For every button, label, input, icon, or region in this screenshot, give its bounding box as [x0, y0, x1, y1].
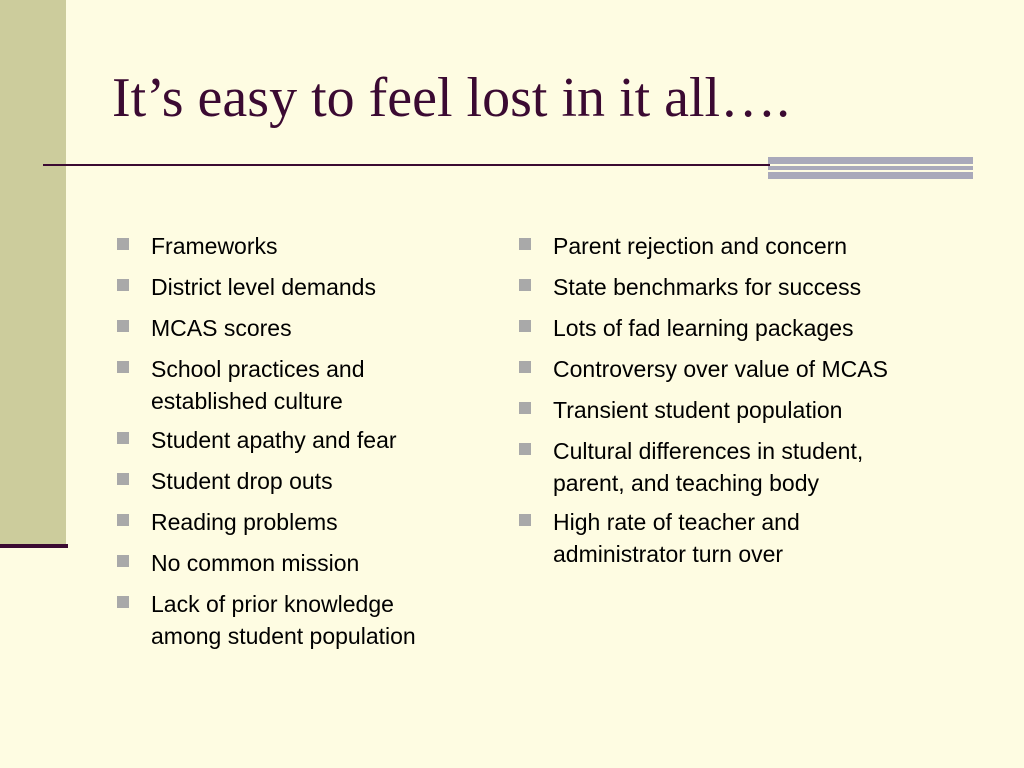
item-text-continued: among student population: [151, 623, 416, 649]
square-bullet-icon: [519, 514, 531, 526]
side-band: [0, 0, 66, 545]
square-bullet-icon: [117, 473, 129, 485]
square-bullet-icon: [519, 443, 531, 455]
square-bullet-icon: [117, 514, 129, 526]
list-item: [516, 352, 986, 386]
item-text: No common mission: [151, 550, 360, 576]
right-bullet-list: [516, 229, 986, 576]
item-text: High rate of teacher and: [553, 509, 800, 535]
square-bullet-icon: [117, 279, 129, 291]
square-bullet-icon: [117, 432, 129, 444]
list-item: [114, 229, 494, 263]
item-text: Controversy over value of MCAS: [553, 356, 888, 382]
square-bullet-icon: [519, 238, 531, 250]
accent-bar: [768, 157, 973, 164]
list-item: [114, 311, 494, 345]
square-bullet-icon: [117, 238, 129, 250]
slide-title: It’s easy to feel lost in it all….: [112, 67, 791, 129]
list-item: [114, 587, 494, 651]
item-text-continued: established culture: [151, 388, 343, 414]
item-text: State benchmarks for success: [553, 274, 862, 300]
item-text: Frameworks: [151, 233, 278, 259]
square-bullet-icon: [117, 320, 129, 332]
square-bullet-icon: [117, 555, 129, 567]
item-text: Lots of fad learning packages: [553, 315, 854, 341]
item-text: District level demands: [151, 274, 376, 300]
item-text: School practices and: [151, 356, 365, 382]
list-item: [516, 311, 986, 345]
square-bullet-icon: [519, 402, 531, 414]
square-bullet-icon: [519, 279, 531, 291]
list-item: [114, 270, 494, 304]
item-text: Cultural differences in student,: [553, 438, 864, 464]
item-text: Transient student population: [553, 397, 843, 423]
list-item: [114, 546, 494, 580]
square-bullet-icon: [519, 361, 531, 373]
item-text: Parent rejection and concern: [553, 233, 848, 259]
square-bullet-icon: [117, 596, 129, 608]
list-item: [516, 505, 986, 569]
list-item: [114, 423, 494, 457]
item-text: Student apathy and fear: [151, 427, 397, 453]
title-rule: [43, 164, 770, 166]
side-band-rule: [0, 544, 68, 548]
list-item: [114, 352, 494, 416]
square-bullet-icon: [519, 320, 531, 332]
left-bullet-list: [114, 229, 494, 658]
list-item: [516, 434, 986, 498]
item-text: Lack of prior knowledge: [151, 591, 394, 617]
list-item: [114, 464, 494, 498]
rule-accent-bars: [768, 157, 973, 179]
item-text: Student drop outs: [151, 468, 333, 494]
item-text: Reading problems: [151, 509, 338, 535]
list-item: [516, 229, 986, 263]
list-item: [516, 393, 986, 427]
item-text-continued: administrator turn over: [553, 541, 784, 567]
item-text: MCAS scores: [151, 315, 292, 341]
list-item: [114, 505, 494, 539]
accent-bar: [768, 172, 973, 179]
square-bullet-icon: [117, 361, 129, 373]
accent-bar: [768, 166, 973, 170]
item-text-continued: parent, and teaching body: [553, 470, 819, 496]
list-item: [516, 270, 986, 304]
